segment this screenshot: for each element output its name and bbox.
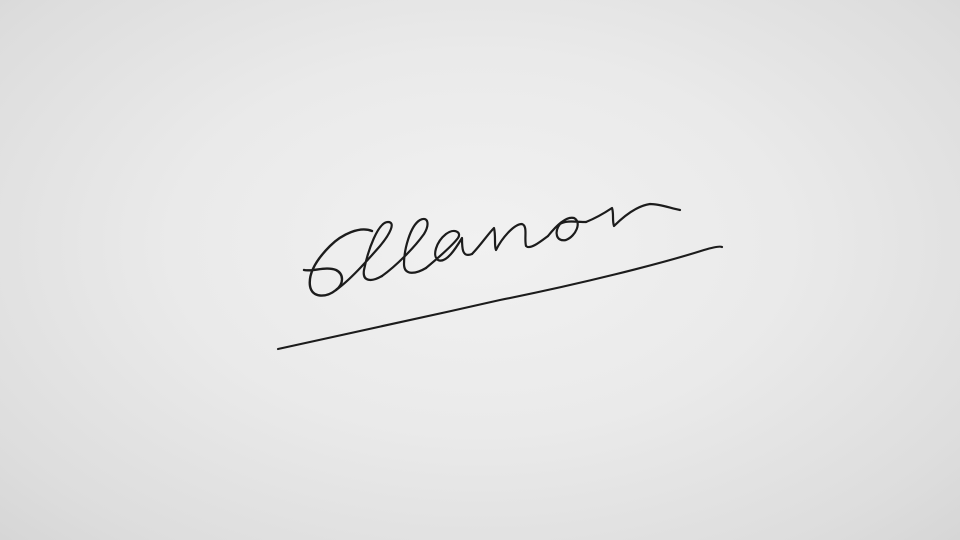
- signature-letter-n: [472, 224, 548, 254]
- signature-letter-e: [382, 219, 427, 276]
- signature-letter-o: [548, 218, 586, 241]
- signature-letter-l: [336, 222, 392, 290]
- signature-letter-a: [426, 231, 472, 268]
- signature-underline: [278, 247, 722, 349]
- signature-strokes: [278, 204, 722, 349]
- signature-letter-r: [586, 204, 680, 226]
- signature-letter-e-loop: [304, 229, 372, 295]
